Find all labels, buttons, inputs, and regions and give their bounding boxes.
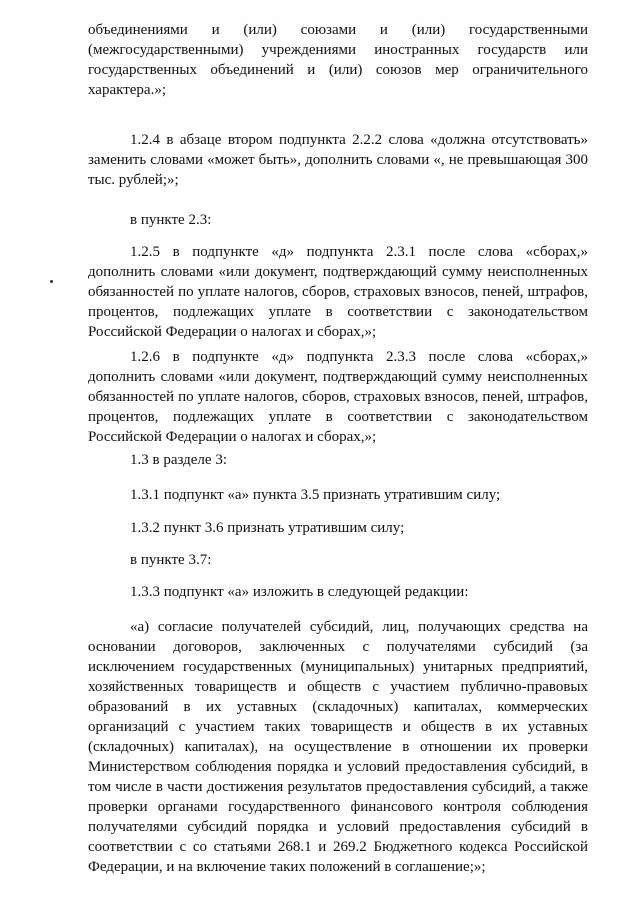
paragraph-punkt-3-7: в пункте 3.7: <box>130 552 212 568</box>
paragraph-quoted-a: «а) согласие получателей субсидий, лиц, получающих средства на основании договоров, заключенных с получателями субсидий (за исключением государственных (муниципальных) унитарных предприятий, хозяйственных товариществ и обществ с участием публично-правовых образований в их уставных (складочных) капиталах, коммерческих организаций с участием таких товариществ и обществ в их уставных (складочных) капиталах), на осуществление в отношении их проверки Министерством соблюдения порядка и условий предоставления субсидий, в том числе в части достижения результатов предоставления субсидий, а также проверки органами государственного финансового контроля соблюдения получателями субсидий порядка и условий предоставления субсидий в соответствии с со статьями 268.1 и 269.2 Бюджетного кодекса Российской Федерации, и на включение таких положений в соглашение;»; <box>88 619 588 875</box>
paragraph-1-3: 1.3 в разделе 3: <box>130 452 227 468</box>
paragraph-1-2-4: 1.2.4 в абзаце втором подпункта 2.2.2 слова «должна отсутствовать» заменить словами «может быть», дополнить словами «, не превышающая 300 тыс. рублей;»; <box>88 132 588 188</box>
paragraph-1-3-1: 1.3.1 подпункт «а» пункта 3.5 признать утратившим силу; <box>130 487 501 503</box>
paragraph-1-2-5: 1.2.5 в подпункте «д» подпункта 2.3.1 после слова «сборах,» дополнить словами «или документ, подтверждающий сумму неисполненных обязанностей по уплате налогов, сборов, страховых взносов, пеней, штрафов, процентов, подлежащих уплате в соответствии с законодательством Российской Федерации о налогах и сборах,»; <box>88 244 588 340</box>
paragraph-punkt-2-3: в пункте 2.3: <box>130 212 212 228</box>
paragraph-1-3-2: 1.3.2 пункт 3.6 признать утратившим силу; <box>130 520 405 536</box>
scan-margin-mark <box>50 280 53 283</box>
paragraph-continuation: объединениями и (или) союзами и (или) государственными (межгосударственными) учреждениями иностранных государств или государственных объединений и (или) союзов мер ограничительного характера.»; <box>88 22 588 98</box>
paragraph-1-3-3: 1.3.3 подпункт «а» изложить в следующей редакции: <box>130 584 469 600</box>
paragraph-1-2-6: 1.2.6 в подпункте «д» подпункта 2.3.3 после слова «сборах,» дополнить словами «или документ, подтверждающий сумму неисполненных обязанностей по уплате налогов, сборов, страховых взносов, пеней, штрафов, процентов, подлежащих уплате в соответствии с законодательством Российской Федерации о налогах и сборах,»; <box>88 349 588 445</box>
